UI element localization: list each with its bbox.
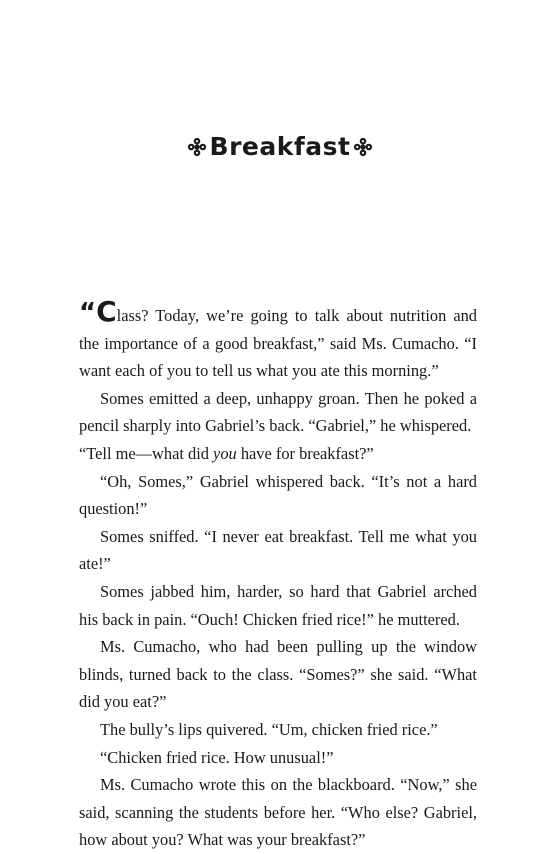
chapter-title: Breakfast — [209, 132, 351, 161]
paragraph — [79, 440, 477, 468]
paragraph-text: lass? Today, we’re going to talk about nutrition and the importance of a good breakfast,” said Ms. Cumacho. “I want each of you to tell us what you ate this morning.” — [79, 306, 477, 381]
drop-cap: C — [96, 295, 117, 328]
chapter-heading — [0, 132, 560, 161]
fleuron-icon — [187, 137, 207, 157]
paragraph: Somes sniffed. “I never eat breakfast. Tell me what you ate!” — [79, 526, 477, 574]
story-text — [79, 295, 477, 854]
paragraph-text: have for breakfast?” — [236, 443, 374, 463]
opening-quote: “ — [79, 298, 97, 328]
paragraph-text: “Tell me—what did — [79, 443, 214, 463]
emphasized-text: you — [213, 443, 237, 463]
paragraph: Ms. Cumacho, who had been pulling up the window blinds, turned back to the class. “Somes?” she said. “What did you eat?” — [79, 637, 477, 712]
paragraph: “Oh, Somes,” Gabriel whispered back. “It’s not a hard question!” — [79, 471, 477, 519]
paragraph — [79, 295, 477, 385]
paragraph: The bully’s lips quivered. “Um, chicken fried rice.” — [100, 719, 438, 739]
paragraph: “Chicken fried rice. How unusual!” — [100, 747, 334, 767]
paragraph: Somes emitted a deep, unhappy groan. Then he poked a pencil sharply into Gabriel’s back. “Gabriel,” he whispered. — [79, 388, 477, 436]
fleuron-icon — [353, 137, 373, 157]
paragraph: Somes jabbed him, harder, so hard that Gabriel arched his back in pain. “Ouch! Chicken fried rice!” he muttered. — [79, 581, 477, 629]
paragraph: Ms. Cumacho wrote this on the blackboard. “Now,” she said, scanning the students before her. “Who else? Gabriel, how about you? What was your breakfast?” — [79, 775, 477, 850]
